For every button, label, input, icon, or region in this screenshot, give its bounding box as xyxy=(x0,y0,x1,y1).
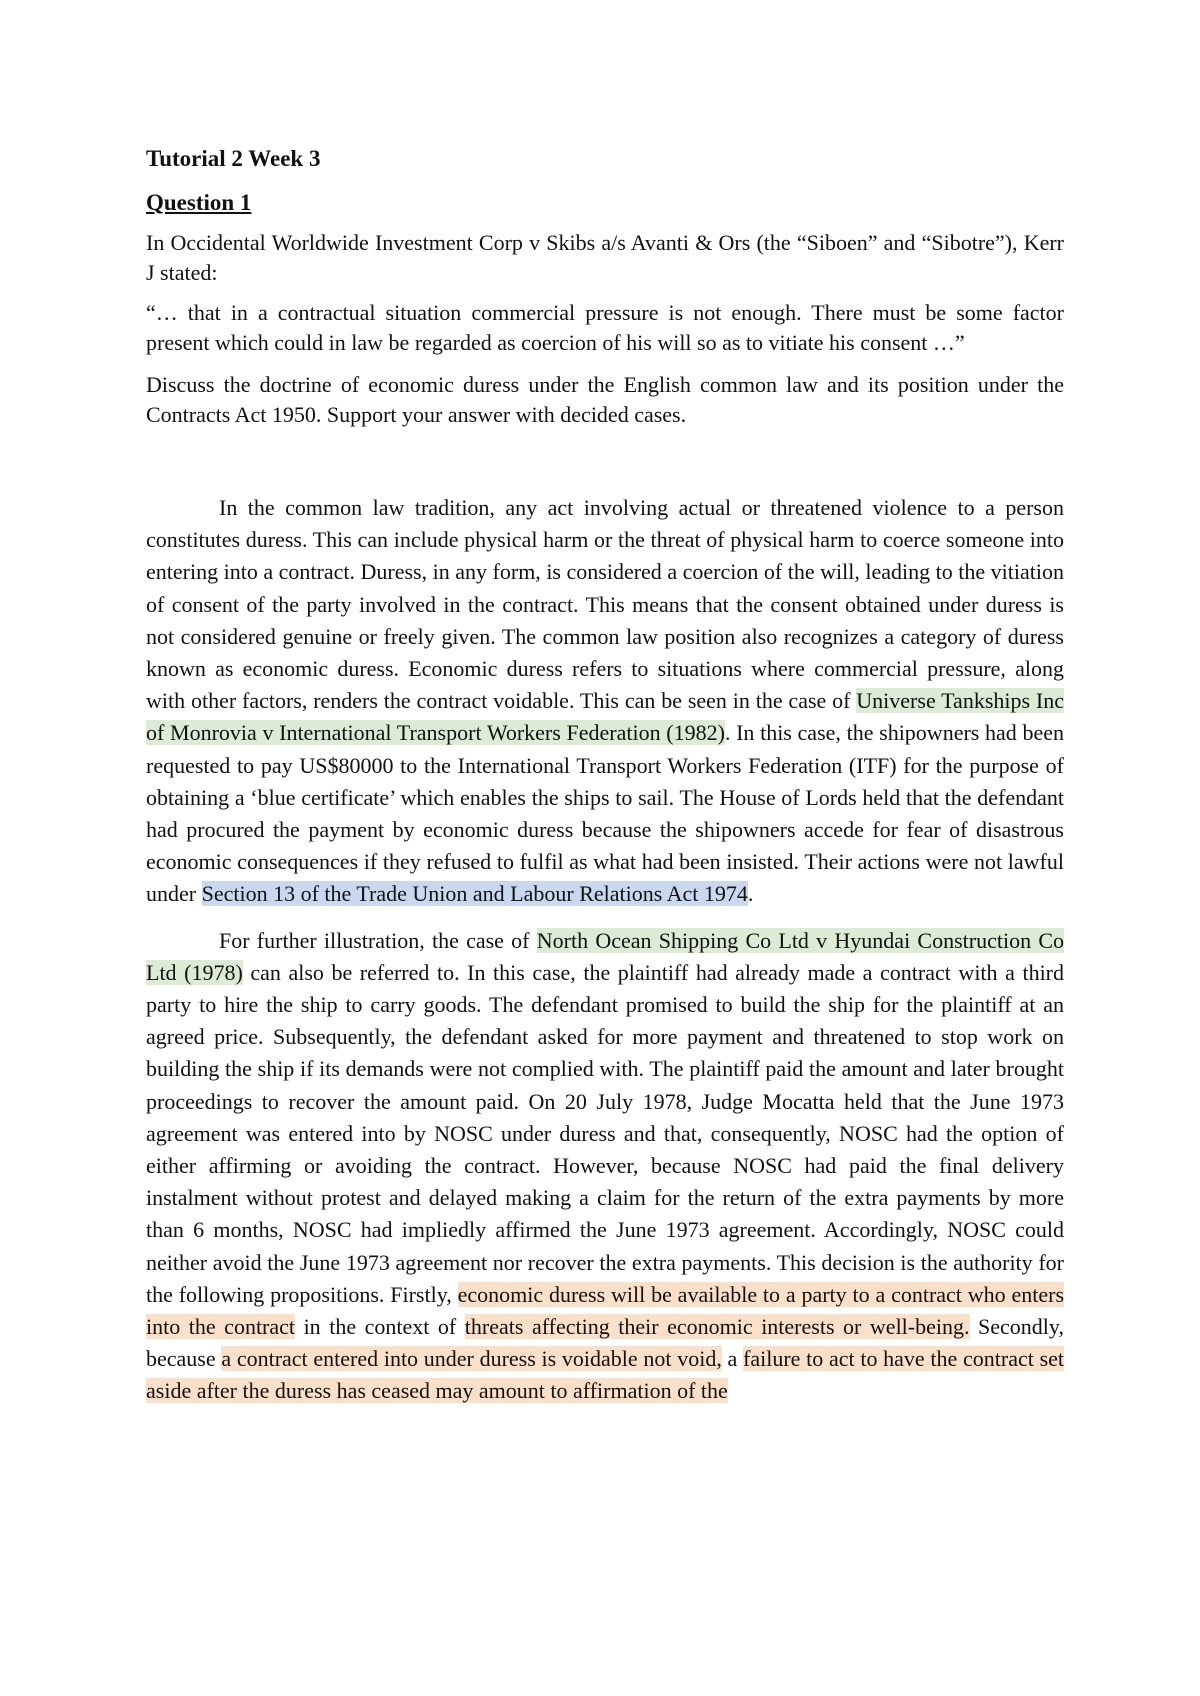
question-heading: Question 1 xyxy=(146,190,252,215)
question-task: Discuss the doctrine of economic duress under the English common law and its position under the Contracts Act 1950. Support your answer with decided cases. xyxy=(146,372,1064,427)
para1-text-c: . xyxy=(747,881,754,907)
para2-text-b: can also be referred to. In this case, the plaintiff had already made a contract with a third party to hire the ship to carry goods. The defendant promised to build the ship for the plaintiff at an agreed price. Subsequently, the defendant asked for more payment and threatened to stop work on building the ship if its demands were not complied with. The plaintiff paid the amount and later brought proceedings to recover the amount paid. On 20 July 1978, Judge Mocatta held that the June 1973 agreement was entered into by NOSC under duress and that, consequently, NOSC had the option of either affirming or avoiding the contract. However, because NOSC had paid the final delivery instalment without protest and delayed making a claim for the return of the extra payments by more than 6 months, NOSC had impliedly affirmed the June 1973 agreement. Accordingly, NOSC could neither avoid the June 1973 agreement nor recover the extra payments. This decision is the authority for the following propositions. Firstly, xyxy=(146,959,1065,1307)
para2-text-e: a xyxy=(721,1346,744,1372)
para2-text-a: For further illustration, the case of xyxy=(219,927,537,953)
answer-paragraph-2 xyxy=(146,925,1064,1408)
proposition-2-part-b: failure to act to have the contract set aside after the duress has ceased may amount to affirmation of the xyxy=(146,1346,1065,1404)
document-page xyxy=(146,144,1064,1408)
para2-text-c: in the context of xyxy=(295,1314,465,1340)
statute-section-13: Section 13 of the Trade Union and Labour Relations Act 1974 xyxy=(201,881,748,907)
judge-quote: “… that in a contractual situation commercial pressure is not enough. There must be some factor present which could in law be regarded as coercion of his will so as to vitiate his consent …” xyxy=(146,300,1064,355)
question-intro: In Occidental Worldwide Investment Corp v Skibs a/s Avanti & Ors (the “Siboen” and “Sibotre”), Kerr J stated: xyxy=(146,230,1064,285)
proposition-1-part-b: threats affecting their economic interests or well-being. xyxy=(464,1314,970,1340)
para2-text-d: Secondly, because xyxy=(146,1314,1064,1372)
case-north-ocean-shipping: North Ocean Shipping Co Ltd v Hyundai Construction Co Ltd (1978) xyxy=(146,927,1064,985)
document-title: Tutorial 2 Week 3 xyxy=(146,146,321,171)
proposition-2-part-a: a contract entered into under duress is voidable not void, xyxy=(221,1346,722,1372)
para1-text-a: In the common law tradition, any act involving actual or threatened violence to a person constitutes duress. This can include physical harm or the threat of physical harm to coerce someone into entering into a contract. Duress, in any form, is considered a coercion of the will, leading to the vitiation of consent of the party involved in the contract. This means that the consent obtained under duress is not considered genuine or freely given. The common law position also recognizes a category of duress known as economic duress. Economic duress refers to situations where commercial pressure, along with other factors, renders the contract voidable. This can be seen in the case of xyxy=(146,495,1064,714)
proposition-1-part-a: economic duress will be available to a party to a contract who enters into the contract xyxy=(146,1281,1064,1340)
para1-text-b: . In this case, the shipowners had been requested to pay US$80000 to the International Transport Workers Federation (ITF) for the purpose of obtaining a ‘blue certificate’ which enables the ships to sail. The House of Lords held that the defendant had procured the payment by economic duress because the shipowners accede for fear of disastrous economic consequences if they refused to fulfil as what had been insisted. Their actions were not lawful under xyxy=(146,720,1064,907)
case-universe-tankships: Universe Tankships Inc of Monrovia v International Transport Workers Federation (1982) xyxy=(146,688,1064,746)
answer-paragraph-1 xyxy=(146,492,1064,911)
